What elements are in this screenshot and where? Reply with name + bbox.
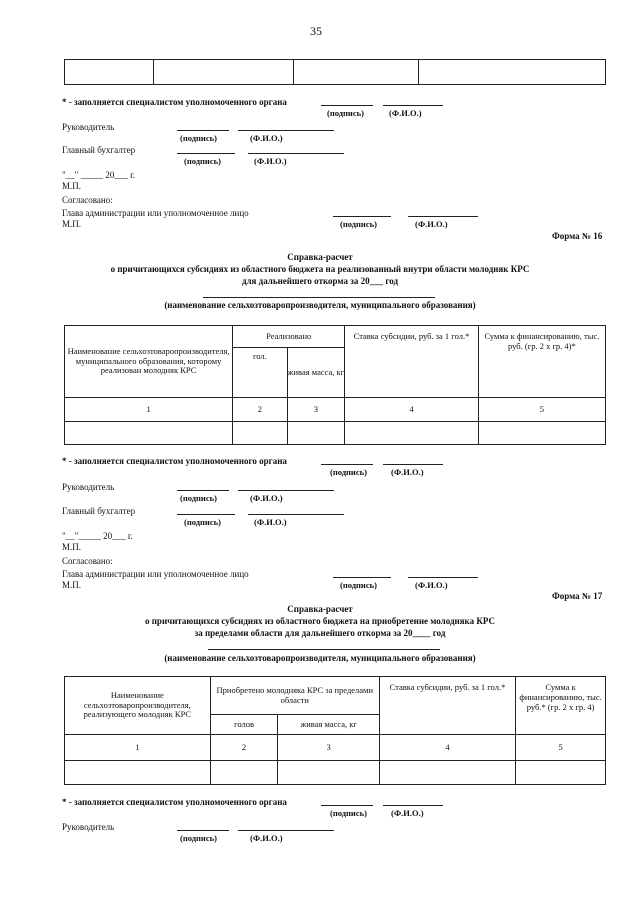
table-cell bbox=[233, 422, 287, 445]
table-header: гол. bbox=[233, 348, 287, 398]
table-cell: 5 bbox=[478, 398, 605, 422]
table-cell: 5 bbox=[516, 735, 606, 761]
head-label: Руководитель bbox=[62, 482, 115, 492]
page-number: 35 bbox=[310, 24, 322, 38]
agreed-label: Согласовано: bbox=[62, 195, 113, 205]
mp-label: М.П. bbox=[62, 542, 82, 552]
table-cell: 1 bbox=[65, 398, 233, 422]
head-label: Руководитель bbox=[62, 122, 115, 132]
date-line: "__" _____ 20___ г. bbox=[62, 170, 136, 180]
chief-accountant-label: Главный бухгалтер bbox=[62, 506, 136, 516]
table-cell bbox=[287, 422, 345, 445]
fio-caption: (Ф.И.О.) bbox=[254, 517, 287, 527]
signature-caption: (подпись) bbox=[184, 517, 221, 527]
table-cell bbox=[210, 761, 278, 785]
table-cell bbox=[65, 60, 154, 85]
table-cell: 3 bbox=[287, 398, 345, 422]
signature-caption: (подпись) bbox=[330, 808, 367, 818]
table-cell bbox=[478, 422, 605, 445]
fio-caption: (Ф.И.О.) bbox=[250, 133, 283, 143]
signature-caption: (подпись) bbox=[184, 156, 221, 166]
form16-title: Справка-расчет bbox=[287, 252, 353, 262]
signature-caption: (подпись) bbox=[327, 108, 364, 118]
form17-title: Справка-расчет bbox=[287, 604, 353, 614]
table-cell: 2 bbox=[210, 735, 278, 761]
fio-caption: (Ф.И.О.) bbox=[250, 493, 283, 503]
table-cell bbox=[379, 761, 515, 785]
date-line: "__"_____ 20___ г. bbox=[62, 531, 133, 541]
table-header: Приобретено молодняка КРС за пределами области bbox=[210, 677, 379, 715]
table-header: Наименование сельхозтоваропроизводителя, реализующего молодняк КРС bbox=[65, 677, 211, 735]
form17-subtitle: о причитающихся субсидиях из областного бюджета на приобретение молодняка КРС bbox=[145, 616, 495, 626]
table-cell: 2 bbox=[233, 398, 287, 422]
table-cell bbox=[154, 60, 294, 85]
table-cell bbox=[278, 761, 379, 785]
form17-subtitle: за пределами области для дальнейшего откорма за 20____ год bbox=[194, 628, 446, 638]
fio-caption: (Ф.И.О.) bbox=[254, 156, 287, 166]
table-cell: 1 bbox=[65, 735, 211, 761]
fio-caption: (Ф.И.О.) bbox=[415, 580, 448, 590]
table-cell: 4 bbox=[345, 398, 479, 422]
form17-number: Форма № 17 bbox=[552, 591, 603, 601]
table-header: Наименование сельхозтоваропроизводителя, муниципального образования, которому реализован молодняк КРС bbox=[65, 326, 233, 398]
form17-org-caption: (наименование сельхозтоваропроизводителя, муниципального образования) bbox=[164, 653, 476, 663]
table-cell bbox=[65, 761, 211, 785]
specialist-note: * - заполняется специалистом уполномоченного органа bbox=[62, 97, 287, 107]
table-header: Сумма к финансированию, тыс. руб.* (гр. 2 х гр. 4) bbox=[516, 677, 606, 735]
fio-caption: (Ф.И.О.) bbox=[389, 108, 422, 118]
fio-caption: (Ф.И.О.) bbox=[250, 833, 283, 843]
table-header: Ставка субсидии, руб. за 1 гол.* bbox=[345, 326, 479, 398]
table-cell bbox=[345, 422, 479, 445]
admin-label: Глава администрации или уполномоченное лицо bbox=[62, 569, 249, 579]
fio-caption: (Ф.И.О.) bbox=[391, 808, 424, 818]
specialist-note: * - заполняется специалистом уполномоченного органа bbox=[62, 797, 287, 807]
previous-form-table bbox=[64, 59, 606, 85]
form16-number: Форма № 16 bbox=[552, 231, 603, 241]
form16-subtitle: для дальнейшего откорма за 20___ год bbox=[241, 276, 399, 286]
signature-caption: (подпись) bbox=[340, 580, 377, 590]
table-header: Сумма к финансированию, тыс. руб. (гр. 2 х гр. 4)* bbox=[478, 326, 605, 398]
table-cell bbox=[294, 60, 419, 85]
table-header: Ставка субсидии, руб. за 1 гол.* bbox=[379, 677, 515, 735]
admin-label: Глава администрации или уполномоченное лицо bbox=[62, 208, 249, 218]
form16-subtitle: о причитающихся субсидиях из областного бюджета на реализованный внутри области молодняк КРС bbox=[110, 264, 530, 274]
form16-table bbox=[64, 325, 606, 445]
signature-caption: (подпись) bbox=[180, 133, 217, 143]
table-cell: 3 bbox=[278, 735, 379, 761]
mp-label: М.П. bbox=[62, 219, 82, 229]
head-label: Руководитель bbox=[62, 822, 115, 832]
mp-label: М.П. bbox=[62, 181, 82, 191]
table-header: живая масса, кг bbox=[278, 715, 379, 735]
form16-org-caption: (наименование сельхозтоваропроизводителя, муниципального образования) bbox=[164, 300, 476, 310]
table-cell bbox=[65, 422, 233, 445]
table-cell: 4 bbox=[379, 735, 515, 761]
signature-caption: (подпись) bbox=[180, 833, 217, 843]
table-header: живая масса, кг bbox=[287, 348, 345, 398]
chief-accountant-label: Главный бухгалтер bbox=[62, 145, 136, 155]
signature-caption: (подпись) bbox=[340, 219, 377, 229]
agreed-label: Согласовано: bbox=[62, 556, 113, 566]
form17-table bbox=[64, 676, 606, 785]
specialist-note: * - заполняется специалистом уполномоченного органа bbox=[62, 456, 287, 466]
table-cell bbox=[419, 60, 606, 85]
fio-caption: (Ф.И.О.) bbox=[415, 219, 448, 229]
signature-caption: (подпись) bbox=[180, 493, 217, 503]
signature-caption: (подпись) bbox=[330, 467, 367, 477]
table-header: Реализовано bbox=[233, 326, 345, 348]
mp-label: М.П. bbox=[62, 580, 82, 590]
fio-caption: (Ф.И.О.) bbox=[391, 467, 424, 477]
table-header: голов bbox=[210, 715, 278, 735]
table-cell bbox=[516, 761, 606, 785]
